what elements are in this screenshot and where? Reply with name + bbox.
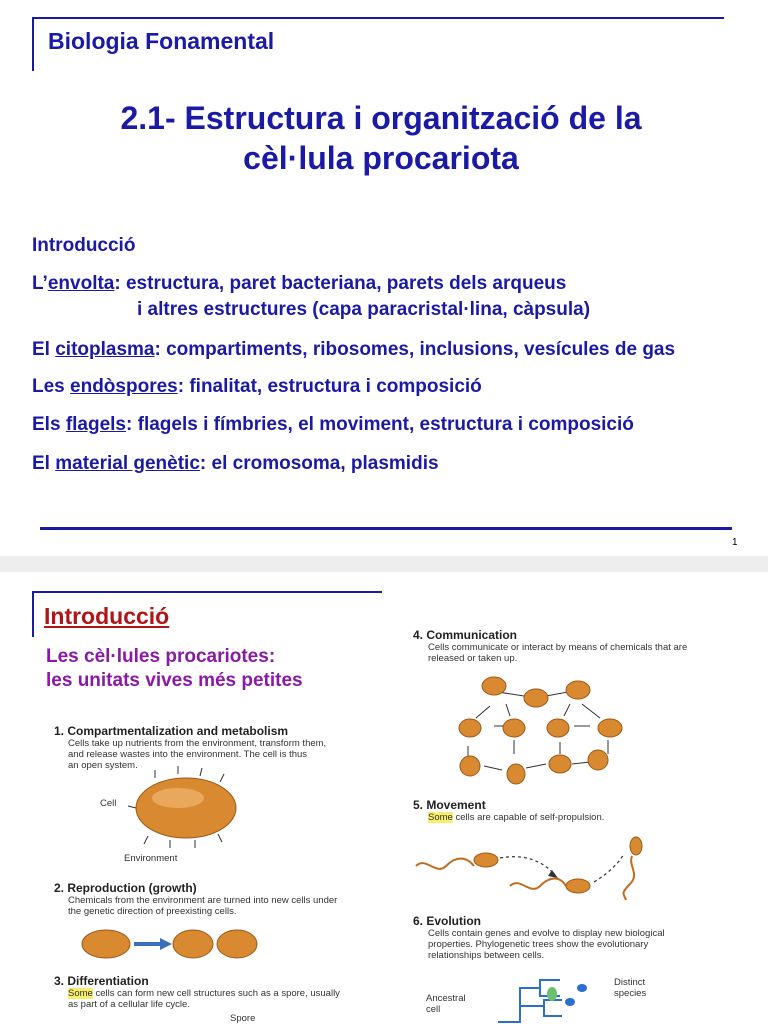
slide-2 (0, 572, 768, 1024)
footer-rule (40, 527, 732, 530)
label-distinct: Distinct (614, 977, 646, 988)
fig6-caption-3: relationships between cells. (428, 950, 545, 961)
fig6-heading: 6. Evolution (413, 914, 482, 928)
outline-item-citoplasma (32, 339, 675, 361)
outline-rest: : compartiments, ribosomes, inclusions, vesícules de gas (154, 339, 676, 360)
fig4-caption-2: released or taken up. (428, 653, 518, 664)
fig4-caption-1: Cells communicate or interact by means of chemicals that are (428, 642, 688, 653)
label-environment: Environment (124, 853, 178, 864)
slide-title-line-2: cèl·lula procariota (243, 140, 519, 176)
cell-communication-illustration (450, 670, 640, 792)
label-ancestral-cell: cell (426, 1004, 441, 1015)
fig1-heading: 1. Compartmentalization and metabolism (54, 724, 289, 738)
fig5-caption (428, 812, 604, 823)
fig1-caption-1: Cells take up nutrients from the environment, transform them, (68, 738, 327, 749)
outline-term: material genètic (55, 453, 200, 474)
outline-term: citoplasma (55, 339, 155, 360)
fig1-caption-2: and release wastes into the environment. The cell is thus (68, 749, 308, 760)
outline-prefix: El (32, 339, 56, 360)
cell-metabolism-illustration (100, 768, 300, 852)
label-spore: Spore (230, 1013, 256, 1024)
fig2-caption-2: the genetic direction of preexisting cells. (68, 906, 237, 917)
outline-rest: i altres estructures (capa paracristal·lina, càpsula) (137, 299, 591, 320)
slide-title: Introducció (44, 603, 170, 629)
outline-item-endospores (32, 376, 482, 398)
header-rule (32, 17, 724, 19)
header-rule (32, 591, 382, 593)
outline-term: envolta (47, 273, 115, 294)
outline-rest: : estructura, paret bacteriana, parets dels arqueus (114, 273, 567, 294)
caption-text: cells can form new cell structures such as a spore, usually (92, 988, 340, 999)
fig3-heading: 3. Differentiation (54, 974, 149, 988)
fig2-caption-1: Chemicals from the environment are turned into new cells under (68, 895, 338, 906)
header-left-rule (32, 591, 34, 637)
label-ancestral: Ancestral (426, 993, 466, 1004)
fig6-caption-1: Cells contain genes and evolve to display new biological (428, 928, 665, 939)
outline-prefix: Les (32, 376, 71, 397)
highlight: Some (428, 812, 453, 823)
fig1-caption-3: an open system. (68, 760, 138, 771)
cell-movement-illustration (414, 830, 664, 910)
page-number: 1 (732, 537, 738, 548)
outline-term: flagels (65, 414, 127, 435)
fig3-caption-1 (68, 988, 340, 999)
outline-rest: : finalitat, estructura i composició (177, 376, 482, 397)
highlight: Some (68, 988, 93, 999)
outline-item-intro (32, 235, 135, 257)
outline-prefix: Els (32, 414, 66, 435)
fig2-heading: 2. Reproduction (growth) (54, 881, 197, 895)
fig6-caption-2: properties. Phylogenetic trees show the evolutionary (428, 939, 649, 950)
fig4-heading: 4. Communication (413, 628, 518, 642)
subtitle-line-1: Les cèl·lules procariotes: (46, 646, 276, 667)
outline-prefix: L’ (32, 273, 48, 294)
outline-prefix: El (32, 453, 56, 474)
subtitle-line-2: les unitats vives més petites (46, 670, 303, 691)
label-cell: Cell (100, 798, 117, 809)
slide-separator (0, 556, 768, 572)
fig3-caption-2: as part of a cellular life cycle. (68, 999, 190, 1010)
outline-term: Introducció (32, 235, 136, 256)
outline-item-envolta (32, 273, 566, 295)
outline-item-envolta-cont (137, 299, 590, 321)
outline-rest: : el cromosoma, plasmidis (199, 453, 439, 474)
caption-text: cells are capable of self-propulsion. (452, 812, 605, 823)
slide-title-line-1: 2.1- Estructura i organització de la (120, 100, 642, 136)
outline-item-flagels (32, 414, 634, 436)
label-species: species (614, 988, 647, 999)
phylogenetic-tree-illustration (490, 976, 610, 1024)
header-left-rule (32, 17, 34, 71)
cell-division-illustration (80, 928, 280, 964)
outline-rest: : flagels i fímbries, el moviment, estructura i composició (126, 414, 634, 435)
outline-term: endòspores (70, 376, 178, 397)
course-title: Biologia Fonamental (48, 28, 275, 54)
outline-item-material-genetic (32, 453, 439, 475)
fig5-heading: 5. Movement (413, 798, 486, 812)
